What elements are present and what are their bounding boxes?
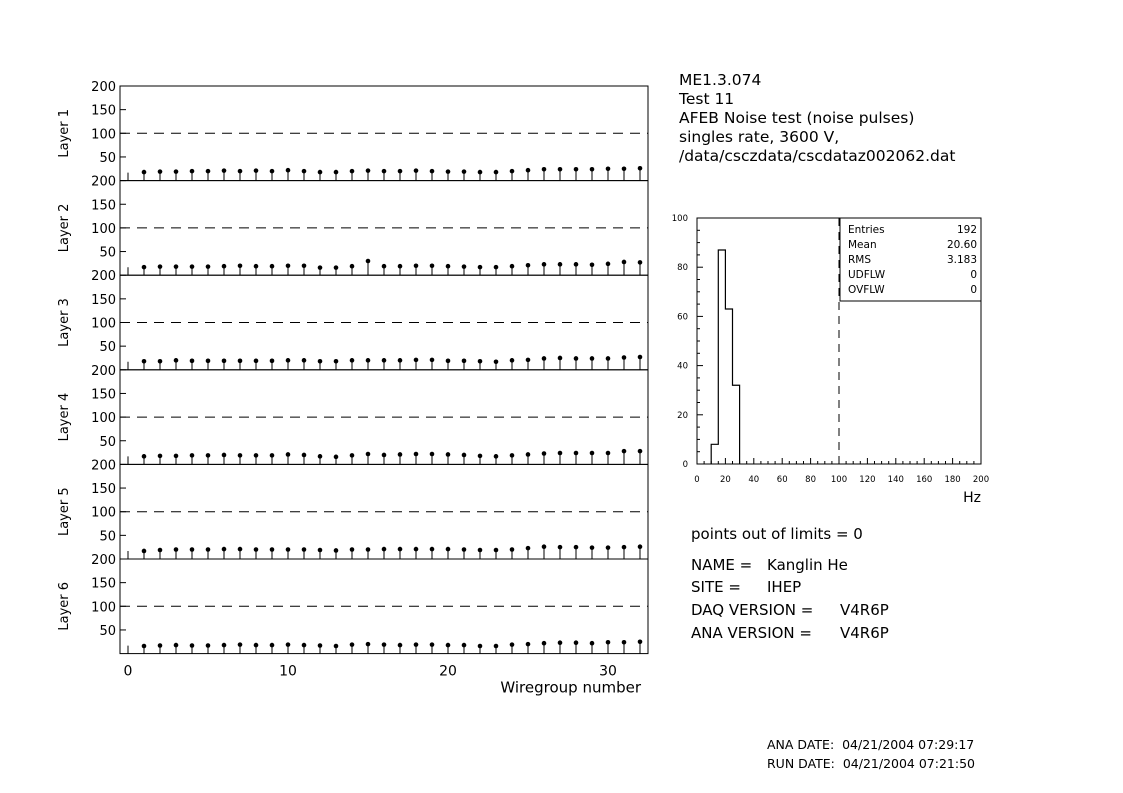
data-point <box>366 259 371 264</box>
data-point <box>542 641 547 646</box>
data-point <box>574 167 579 172</box>
hist-x-tick-label: 20 <box>719 475 731 485</box>
data-point <box>254 264 259 269</box>
data-point <box>270 547 275 552</box>
ana-date: ANA DATE: 04/21/2004 07:29:17 <box>767 737 975 752</box>
data-point <box>318 454 323 459</box>
data-point <box>302 263 307 268</box>
test-description: AFEB Noise test (noise pulses) <box>679 109 915 127</box>
data-point <box>446 643 451 648</box>
histogram-bar <box>718 250 725 464</box>
data-point <box>494 359 499 364</box>
hist-y-tick-label: 40 <box>677 361 688 372</box>
data-point <box>462 169 467 174</box>
ana-version-value: V4R6P <box>840 624 889 642</box>
data-point <box>638 449 643 454</box>
hist-x-axis-label: Hz <box>963 490 981 506</box>
data-point <box>430 263 435 268</box>
data-point <box>302 453 307 458</box>
data-point <box>350 453 355 458</box>
data-point <box>190 453 195 458</box>
data-point <box>510 453 515 458</box>
test-name: Test 11 <box>679 90 735 108</box>
data-point <box>414 452 419 457</box>
data-point <box>302 169 307 174</box>
data-point <box>462 359 467 364</box>
data-point <box>158 264 163 269</box>
data-point <box>398 358 403 363</box>
data-point <box>638 639 643 644</box>
data-point <box>302 547 307 552</box>
data-point <box>446 264 451 269</box>
data-point <box>222 168 227 173</box>
y-tick-label: 50 <box>99 623 116 639</box>
stats-value: 3.183 <box>946 254 977 266</box>
data-point <box>286 263 291 268</box>
data-point <box>510 264 515 269</box>
data-point <box>526 168 531 173</box>
data-point <box>190 643 195 648</box>
histogram-bar <box>711 444 718 464</box>
site-label: SITE = <box>691 578 741 596</box>
data-point <box>526 263 531 268</box>
y-tick-label: 150 <box>91 198 116 214</box>
ana-version-label: ANA VERSION = <box>691 624 812 642</box>
data-point <box>462 643 467 648</box>
stats-label: RMS <box>848 254 872 266</box>
data-point <box>174 264 179 269</box>
y-tick-label: 100 <box>91 316 116 332</box>
data-point <box>622 260 627 265</box>
chamber-id: ME1.3.074 <box>679 71 762 89</box>
data-point <box>366 547 371 552</box>
x-tick-label: 0 <box>123 663 133 680</box>
data-point <box>142 549 147 554</box>
y-tick-label: 150 <box>91 292 116 308</box>
data-point <box>510 358 515 363</box>
data-point <box>462 264 467 269</box>
data-point <box>526 452 531 457</box>
data-point <box>238 359 243 364</box>
data-point <box>606 166 611 171</box>
data-point <box>286 642 291 647</box>
y-tick-label: 200 <box>91 269 116 285</box>
data-point <box>382 547 387 552</box>
data-point <box>638 544 643 549</box>
data-point <box>478 644 483 649</box>
daq-version-label: DAQ VERSION = <box>691 601 814 619</box>
data-point <box>414 642 419 647</box>
layer-label: Layer 3 <box>57 298 72 347</box>
rate-histogram <box>672 214 989 506</box>
data-point <box>254 453 259 458</box>
data-point <box>526 358 531 363</box>
data-point <box>382 453 387 458</box>
data-point <box>318 643 323 648</box>
y-tick-label: 100 <box>91 600 116 616</box>
site-value: IHEP <box>767 578 802 596</box>
data-point <box>526 546 531 551</box>
data-point <box>254 359 259 364</box>
data-point <box>174 643 179 648</box>
y-tick-label: 200 <box>91 458 116 474</box>
hist-x-tick-label: 180 <box>944 475 961 485</box>
layer-label: Layer 5 <box>57 487 72 537</box>
data-point <box>350 547 355 552</box>
hist-y-tick-label: 0 <box>682 460 688 470</box>
data-point <box>542 262 547 267</box>
data-point <box>558 356 563 361</box>
data-point <box>158 548 163 553</box>
data-point <box>206 264 211 269</box>
data-point <box>478 170 483 175</box>
data-point <box>206 547 211 552</box>
data-point <box>558 167 563 172</box>
name-label: NAME = <box>691 556 753 574</box>
data-point <box>558 451 563 456</box>
data-point <box>142 359 147 364</box>
layer-label: Layer 6 <box>57 581 72 631</box>
test-conditions: singles rate, 3600 V, <box>679 128 840 146</box>
data-point <box>478 265 483 270</box>
data-point <box>174 169 179 174</box>
layer-panel-2 <box>57 175 648 276</box>
data-point <box>238 263 243 268</box>
data-point <box>590 451 595 456</box>
y-tick-label: 150 <box>91 482 116 498</box>
y-tick-label: 200 <box>91 80 116 95</box>
layer-panel-5 <box>57 458 648 559</box>
histogram-bar <box>725 309 732 464</box>
data-point <box>574 545 579 550</box>
data-point <box>622 166 627 171</box>
data-point <box>334 548 339 553</box>
data-point <box>478 548 483 553</box>
data-point <box>222 264 227 269</box>
stats-label: UDFLW <box>848 269 886 281</box>
stats-value: 0 <box>970 269 977 281</box>
layer-panel-3 <box>57 269 648 370</box>
data-point <box>430 358 435 363</box>
y-tick-label: 150 <box>91 576 116 592</box>
data-point <box>398 264 403 269</box>
data-point <box>446 359 451 364</box>
data-point <box>158 169 163 174</box>
data-point <box>350 358 355 363</box>
hist-x-tick-label: 40 <box>748 475 760 485</box>
layer-panel-4 <box>57 364 648 465</box>
y-tick-label: 200 <box>91 174 116 190</box>
x-tick-label: 10 <box>279 663 297 680</box>
data-point <box>222 359 227 364</box>
data-point <box>382 642 387 647</box>
data-point <box>238 642 243 647</box>
data-point <box>462 547 467 552</box>
data-point <box>254 643 259 648</box>
hist-x-tick-label: 100 <box>830 475 848 485</box>
y-tick-label: 150 <box>91 103 116 119</box>
y-tick-label: 100 <box>91 221 116 237</box>
data-point <box>542 167 547 172</box>
data-point <box>222 453 227 458</box>
data-point <box>446 169 451 174</box>
data-point <box>446 547 451 552</box>
data-point <box>414 358 419 363</box>
data-point <box>414 168 419 173</box>
hist-x-tick-label: 120 <box>859 475 876 485</box>
y-tick-label: 200 <box>91 553 116 568</box>
data-point <box>206 169 211 174</box>
data-point <box>398 643 403 648</box>
data-point <box>622 355 627 360</box>
data-point <box>590 356 595 361</box>
y-tick-label: 50 <box>99 245 116 261</box>
x-tick-label: 20 <box>439 663 457 680</box>
layer-label: Layer 4 <box>57 392 72 442</box>
data-point <box>366 642 371 647</box>
data-point <box>174 358 179 363</box>
data-point <box>334 359 339 364</box>
data-point <box>302 358 307 363</box>
data-point <box>606 262 611 267</box>
data-point <box>382 169 387 174</box>
hist-y-tick-label: 60 <box>677 312 688 323</box>
data-point <box>302 643 307 648</box>
layer-panel-6 <box>57 553 648 654</box>
x-tick-label: 30 <box>599 663 617 680</box>
data-point <box>158 359 163 364</box>
hist-y-tick-label: 20 <box>677 410 688 421</box>
stats-value: 192 <box>956 224 977 236</box>
data-point <box>494 265 499 270</box>
data-point <box>510 642 515 647</box>
data-point <box>142 170 147 175</box>
data-point <box>494 644 499 649</box>
data-point <box>398 452 403 457</box>
y-tick-label: 50 <box>99 434 116 450</box>
data-point <box>190 359 195 364</box>
data-point <box>190 169 195 174</box>
data-point <box>590 641 595 646</box>
data-point <box>510 169 515 174</box>
data-point <box>494 170 499 175</box>
data-point <box>414 263 419 268</box>
data-point <box>366 168 371 173</box>
data-file-path: /data/csczdata/cscdataz002062.dat <box>679 147 956 165</box>
data-point <box>622 640 627 645</box>
hist-x-tick-label: 200 <box>972 475 990 485</box>
data-point <box>334 455 339 460</box>
data-point <box>334 170 339 175</box>
data-point <box>542 544 547 549</box>
hist-x-tick-label: 0 <box>694 475 700 485</box>
stats-label: Mean <box>848 239 877 251</box>
data-point <box>206 453 211 458</box>
hist-x-tick-label: 80 <box>805 475 817 485</box>
data-point <box>238 547 243 552</box>
data-point <box>318 359 323 364</box>
data-point <box>318 548 323 553</box>
data-point <box>206 643 211 648</box>
data-point <box>510 547 515 552</box>
histogram-bar <box>733 385 740 464</box>
data-point <box>430 452 435 457</box>
data-point <box>174 547 179 552</box>
data-point <box>254 547 259 552</box>
stats-value: 20.60 <box>946 239 977 251</box>
data-point <box>238 169 243 174</box>
data-point <box>638 166 643 171</box>
data-point <box>494 454 499 459</box>
stats-value: 0 <box>970 284 977 296</box>
data-point <box>366 452 371 457</box>
data-point <box>190 547 195 552</box>
data-point <box>574 451 579 456</box>
data-point <box>574 640 579 645</box>
data-point <box>494 548 499 553</box>
layer-panel-1 <box>57 80 648 181</box>
run-date: RUN DATE: 04/21/2004 07:21:50 <box>767 756 975 771</box>
data-point <box>190 264 195 269</box>
data-point <box>574 262 579 267</box>
x-axis-label: Wiregroup number <box>500 678 641 697</box>
data-point <box>606 545 611 550</box>
data-point <box>334 265 339 270</box>
y-tick-label: 50 <box>99 150 116 166</box>
hist-x-tick-label: 160 <box>916 475 933 485</box>
data-point <box>350 264 355 269</box>
data-point <box>558 640 563 645</box>
data-point <box>430 642 435 647</box>
data-point <box>414 547 419 552</box>
data-point <box>462 453 467 458</box>
data-point <box>142 644 147 649</box>
hist-x-tick-label: 140 <box>887 475 904 485</box>
y-tick-label: 50 <box>99 529 116 545</box>
data-point <box>286 452 291 457</box>
hist-y-tick-label: 100 <box>671 214 688 224</box>
hist-x-tick-label: 60 <box>776 475 788 485</box>
y-tick-label: 150 <box>91 387 116 403</box>
y-tick-label: 100 <box>91 505 116 521</box>
layer-plots <box>57 80 648 697</box>
data-point <box>526 642 531 647</box>
data-point <box>286 547 291 552</box>
hist-y-tick-label: 80 <box>677 263 688 274</box>
data-point <box>590 167 595 172</box>
out-of-limits-count: points out of limits = 0 <box>691 525 863 543</box>
data-point <box>334 644 339 649</box>
data-point <box>446 452 451 457</box>
data-point <box>558 262 563 267</box>
data-point <box>606 451 611 456</box>
name-value: Kanglin He <box>767 556 848 574</box>
data-point <box>350 169 355 174</box>
data-point <box>542 356 547 361</box>
data-point <box>286 358 291 363</box>
data-point <box>622 449 627 454</box>
data-point <box>158 643 163 648</box>
data-point <box>286 168 291 173</box>
data-point <box>606 640 611 645</box>
data-point <box>270 359 275 364</box>
data-point <box>574 356 579 361</box>
data-point <box>590 545 595 550</box>
data-point <box>270 169 275 174</box>
data-point <box>558 545 563 550</box>
data-point <box>270 643 275 648</box>
data-point <box>174 454 179 459</box>
data-point <box>638 355 643 360</box>
data-point <box>254 168 259 173</box>
data-point <box>382 358 387 363</box>
data-point <box>622 545 627 550</box>
data-point <box>590 262 595 267</box>
stats-label: Entries <box>848 224 885 236</box>
data-point <box>638 260 643 265</box>
data-point <box>142 265 147 270</box>
data-point <box>222 643 227 648</box>
data-point <box>350 642 355 647</box>
daq-version-value: V4R6P <box>840 601 889 619</box>
y-tick-label: 200 <box>91 363 116 379</box>
layer-label: Layer 2 <box>57 203 72 253</box>
layer-label: Layer 1 <box>57 108 72 158</box>
histogram-outline <box>711 250 739 464</box>
y-tick-label: 100 <box>91 411 116 427</box>
stats-label: OVFLW <box>848 284 885 296</box>
data-point <box>158 454 163 459</box>
data-point <box>430 547 435 552</box>
data-point <box>430 169 435 174</box>
data-point <box>478 359 483 364</box>
data-point <box>270 264 275 269</box>
data-point <box>478 454 483 459</box>
data-point <box>206 359 211 364</box>
data-point <box>366 358 371 363</box>
data-point <box>142 454 147 459</box>
data-point <box>318 170 323 175</box>
data-point <box>382 264 387 269</box>
data-point <box>542 451 547 456</box>
data-point <box>222 547 227 552</box>
y-tick-label: 100 <box>91 127 116 143</box>
data-point <box>606 356 611 361</box>
y-tick-label: 50 <box>99 340 116 356</box>
data-point <box>398 169 403 174</box>
data-point <box>270 453 275 458</box>
data-point <box>318 265 323 270</box>
data-point <box>238 453 243 458</box>
data-point <box>398 547 403 552</box>
